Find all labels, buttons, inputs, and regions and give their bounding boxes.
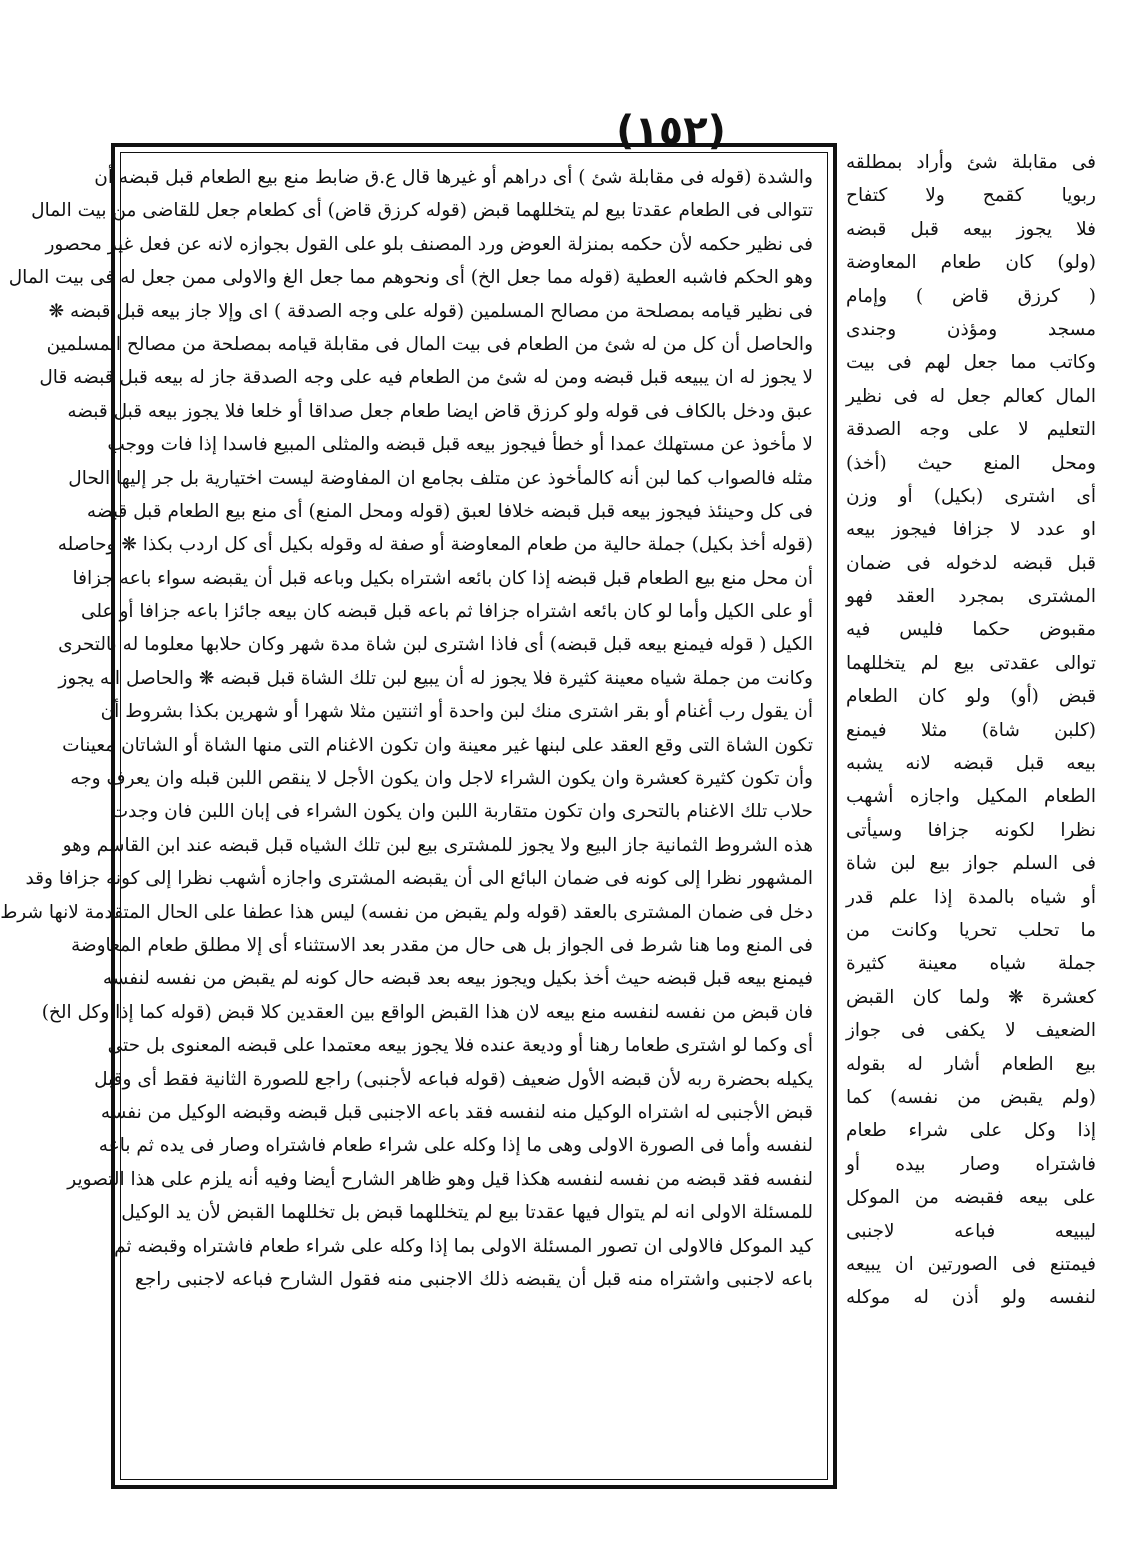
margin-text-line: كعشرة ❋ ولما كان القبض bbox=[846, 986, 1096, 1008]
margin-text-line: ليبيعه فباعه لاجنبى bbox=[846, 1220, 1096, 1242]
margin-text-line: فاشتراه وصار بيده أو bbox=[846, 1153, 1096, 1175]
main-text-line: حلاب تلك الاغنام بالتحرى وان تكون متقاربة اللبن وان يكون الشراء فى إبان اللبن فان وجدت bbox=[110, 801, 813, 823]
margin-text-line: جملة شياه معينة كثيرة bbox=[846, 953, 1096, 975]
margin-text-line: ومحل المنع حيث (أخذ) bbox=[846, 452, 1096, 474]
main-text-line: تكون الشاة التى وقع العقد على لبنها غير معينة وان تكون الاغنام التى منها الشاة أو الشاتان معينات bbox=[62, 734, 813, 756]
main-commentary-body bbox=[0, 152, 828, 1480]
margin-text-line: قبل قبضه لدخوله فى ضمان bbox=[846, 552, 1096, 574]
main-text-line: أن محل منع بيع الطعام قبل قبضه إذا كان بائعه اشتراه بكيل وباعه قبل أن يقبضه سواء باعه جزافا bbox=[72, 567, 813, 589]
margin-text-line: فيمتنع فى الصورتين ان يبيعه bbox=[846, 1253, 1096, 1275]
main-text-line: أن يقول رب أغنام أو بقر اشترى منك لبن واحدة أو اثنتين مثلا شهرا أو شهرين بكذا بشروط أن bbox=[100, 701, 813, 723]
main-text-line: باعه لاجنبى واشتراه منه قبل أن يقبضه ذلك الاجنبى منه فقول الشارح فباعه لاجنبى راجع bbox=[135, 1268, 813, 1290]
main-text-line: (قوله أخذ بكيل) جملة حالية من طعام المعاوضة أو صفة له وقوله بكيل أى كل اردب بكذا ❋ وحاصله bbox=[57, 534, 813, 556]
main-text-line: للمسئلة الاولى انه لم يتوال فيها عقدتا بيع لم يتخللهما قبض بل تخللهما القبض لأن يد الوكيل bbox=[121, 1202, 813, 1224]
main-text-line: مثله فالصواب كما لبن أنه كالمأخوذ عن متلف بجامع ان المفاوضة ليست اختيارية بل جر إليها الحال bbox=[68, 467, 813, 489]
margin-text-line: بيعه قبل قبضه لانه يشبه bbox=[846, 753, 1096, 775]
margin-text-line: (ولم يقبض من نفسه) كما bbox=[846, 1086, 1096, 1108]
margin-text-line: أى اشترى (بكيل) أو وزن bbox=[846, 485, 1096, 507]
main-text-line: لنفسه فقد قبضه من نفسه لنفسه هكذا قيل وهو ظاهر الشارح أيضا وفيه أنه يلزم على هذا التصوير bbox=[67, 1168, 813, 1190]
margin-text-line: مقبوض حكما فليس فيه bbox=[846, 619, 1096, 641]
main-text-line: دخل فى ضمان المشترى بالعقد (قوله ولم يقبض من نفسه) ليس هذا عطفا على الحال المتقدمة لانها شرط bbox=[0, 901, 813, 923]
margin-text-line: (ولو) كان طعام المعاوضة bbox=[846, 252, 1096, 274]
main-text-line: لا يجوز له ان يبيعه قبل قبضه ومن له شئ من الطعام فيه على وجه الصدقة جاز له بيعه قبل قبضه قال bbox=[39, 367, 813, 389]
main-text-line: والشدة (قوله فى مقابلة شئ ) أى دراهم أو غيرها قال ع.ق ضابط منع بيع الطعام قبل قبضه أن bbox=[94, 167, 813, 188]
main-text-line: لا مأخوذ عن مستهلك عمدا أو خطأ فيجوز بيعه قبل قبضه والمثلى المبيع فاسدا إذا فات ووجب bbox=[107, 434, 813, 456]
margin-text-line: المشترى بمجرد العقد فهو bbox=[846, 586, 1096, 608]
margin-text-line: توالى عقدتى بيع لم يتخللهما bbox=[846, 652, 1096, 674]
main-text-line: والحاصل أن كل من له شئ من الطعام فى بيت المال فى مقابلة قيامه بمصلحة من مصالح المسلمين bbox=[46, 333, 813, 355]
main-text-line: وكانت من جملة شياه معينة كثيرة فلا يجوز له أن يبيع لبن تلك الشاة قبل قبضه ❋ والحاصل انه يجوز bbox=[58, 667, 813, 689]
main-text-line: فى نظير قيامه بمصلحة من مصالح المسلمين (قوله على وجه الصدقة ) اى وإلا جاز بيعه قبل قبضه ❋ bbox=[48, 300, 813, 322]
main-text-line: فى المنع وما هنا شرط فى الجواز بل هى حال من مقدر بعد الاستثناء أى إلا مطلق طعام المعاوضة bbox=[71, 934, 813, 956]
margin-text-line: مسجد ومؤذن وجندى bbox=[846, 318, 1096, 340]
main-text-line: لنفسه وأما فى الصورة الاولى وهى ما إذا وكله على شراء طعام فاشتراه وصار فى يده ثم باعه bbox=[98, 1135, 813, 1157]
margin-text-line: بيع الطعام أشار له بقوله bbox=[846, 1053, 1096, 1075]
main-text-line: المشهور نظرا إلى كونه فى ضمان البائع الى أن يقبضه المشترى واجازه أشهب نظرا إلى كونه جزافا وقد bbox=[25, 868, 813, 890]
main-text-line: عبق ودخل بالكاف فى قوله ولو كرزق قاض ايضا طعام جعل صداقا أو خلعا فلا يجوز بيعه قبل قبضه bbox=[67, 400, 813, 422]
main-text-line: هذه الشروط الثمانية جاز البيع ولا يجوز للمشترى بيع لبن تلك الشياه قبل قبضه عند ابن القاسم وهو bbox=[62, 834, 813, 856]
main-commentary-frame bbox=[0, 143, 837, 1489]
margin-text-line: لنفسه ولو أذن له موكله bbox=[846, 1287, 1096, 1309]
margin-text-line: او عدد لا جزافا فيجوز بيعه bbox=[846, 519, 1096, 541]
main-text-line: فيمنع بيعه قبل قبضه حيث أخذ بكيل ويجوز بيعه بعد قبضه حال كونه لم يقبض من نفسه لنفسه bbox=[102, 968, 813, 990]
margin-text-line: ما تحلب تحريا وكانت من bbox=[846, 919, 1096, 941]
margin-text-line: وكاتب مما جعل لهم فى بيت bbox=[846, 352, 1096, 374]
main-text-line: الكيل ( قوله فيمنع بيعه قبل قبضه) أى فاذا اشترى لبن شاة مدة شهر وكان حلابها معلوما له بالتحرى bbox=[58, 634, 813, 656]
margin-text-line: على بيعه فقبضه من الموكل bbox=[846, 1187, 1096, 1209]
margin-text-line: الطعام المكيل واجازه أشهب bbox=[846, 786, 1096, 808]
main-text-line: أى وكما لو اشترى طعاما رهنا أو وديعة عنده فلا يجوز بيعه معتمدا على قبضه المعنوى بل حتى bbox=[107, 1035, 813, 1057]
margin-text-line: الضعيف لا يكفى فى جواز bbox=[846, 1020, 1096, 1042]
main-text-line: كيد الموكل فالاولى ان تصور المسئلة الاولى بما إذا وكله على شراء طعام فاشتراه وقبضه ثم bbox=[114, 1235, 813, 1257]
main-text-line: تتوالى فى الطعام عقدتا بيع لم يتخللهما قبض (قوله كرزق قاض) أى كطعام جعل للقاضى من بيت المال bbox=[31, 200, 813, 222]
margin-text-line: نظرا لكونه جزافا وسيأتى bbox=[846, 819, 1096, 841]
margin-text-line: (كلبن شاة) مثلا فيمنع bbox=[846, 719, 1096, 741]
margin-text-line: المال كعالم جعل له فى نظير bbox=[846, 385, 1096, 407]
margin-text-line: فلا يجوز بيعه قبل قبضه bbox=[846, 218, 1096, 240]
margin-text-line: فى السلم جواز بيع لبن شاة bbox=[846, 853, 1096, 875]
margin-text-column bbox=[846, 146, 1096, 1486]
main-text-line: وأن تكون كثيرة كعشرة وان يكون الشراء لاجل وان يكون الأجل لا ينقص اللبن قبله وان يعرف وجه bbox=[70, 768, 813, 790]
margin-text-line: فى مقابلة شئ وأراد بمطلقه bbox=[846, 152, 1096, 173]
main-text-line: فان قبض من نفسه لنفسه منع بيعه لان هذا القبض الواقع بين العقدين كلا قبض (قوله كما إذا وكل الخ) bbox=[41, 1001, 813, 1023]
main-text-line: قبض الأجنبى له اشتراه الوكيل منه لنفسه فقد باعه الاجنبى قبل قبضه وقبضه الوكيل من نفسه bbox=[100, 1101, 813, 1123]
margin-text-line: ربويا كقمح ولا كتفاح bbox=[846, 185, 1096, 207]
margin-text-line: إذا وكل على شراء طعام bbox=[846, 1120, 1096, 1142]
margin-text-line: التعليم لا على وجه الصدقة bbox=[846, 419, 1096, 441]
margin-text-line: ( كرزق قاض ) وإمام bbox=[846, 285, 1096, 307]
main-text-line: أو على الكيل وأما لو كان بائعه اشتراه جزافا ثم باعه قبل قبضه كان بيعه جائزا باعه جزافا أو على bbox=[81, 601, 813, 623]
main-text-line: فى نظير حكمه لأن حكمه بمنزلة العوض ورد المصنف بلو على القول بجوازه لانه عن فعل غير محصور bbox=[45, 233, 813, 255]
margin-text-line: أو شياه بالمدة إذا علم قدر bbox=[846, 886, 1096, 908]
main-text-line: فى كل وحينئذ فيجوز بيعه قبل قبضه خلافا لعبق (قوله ومحل المنع) أى منع بيع الطعام قبل قبضه bbox=[86, 500, 813, 522]
page-number: (١٥٢) bbox=[616, 108, 726, 154]
main-text-line: يكيله بحضرة ربه لأن قبضه الأول ضعيف (قوله فباعه لأجنبى) راجع للصورة الثانية فقط أى وقبل bbox=[94, 1068, 813, 1090]
main-text-line: وهو الحكم فاشبه العطية (قوله مما جعل الخ) أى ونحوهم مما جعل الغ والاولى ممن جعل له فى بيت المال bbox=[8, 267, 813, 289]
margin-text-line: قبض (أو) ولو كان الطعام bbox=[846, 686, 1096, 708]
